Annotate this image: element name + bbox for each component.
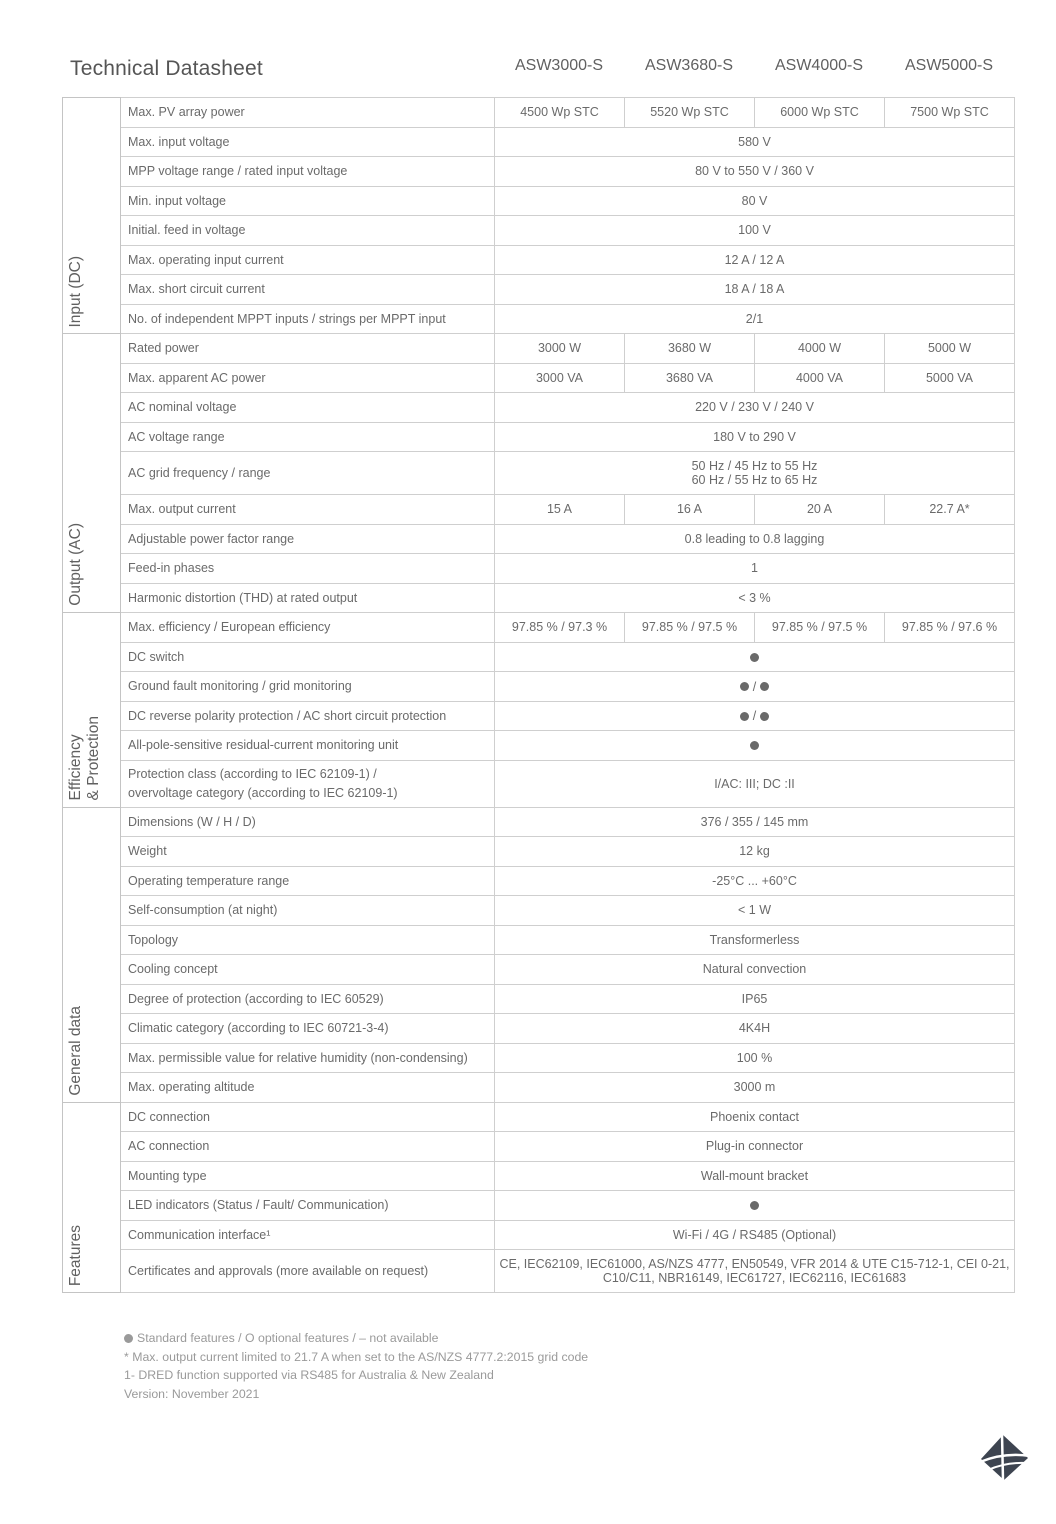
spec-label: Max. output current [121,495,495,525]
table-row [63,701,1015,731]
standard-feature-dot-icon [750,653,759,662]
spec-value: Wall-mount bracket [495,1161,1015,1191]
table-row [63,186,1015,216]
table-row [63,613,1015,643]
table-row [63,896,1015,926]
page-title: Technical Datasheet [70,57,263,80]
section-header [63,613,121,808]
spec-label: Dimensions (W / H / D) [121,807,495,837]
footnote-1: 1- DRED function supported via RS485 for Australia & New Zealand [124,1368,494,1383]
spec-label: AC voltage range [121,422,495,452]
company-logo-icon [976,1432,1032,1482]
table-row [63,672,1015,702]
model-name: ASW3680-S [644,57,734,74]
spec-label: Cooling concept [121,955,495,985]
spec-value: 15 A [495,495,625,525]
table-row [63,334,1015,364]
standard-feature-dot-icon [740,712,749,721]
spec-value: 80 V [495,186,1015,216]
model-header [494,57,1014,75]
separator: / [752,679,757,694]
spec-label: Max. short circuit current [121,275,495,305]
standard-feature-dot-icon [760,712,769,721]
section-header [63,807,121,1102]
spec-value: < 3 % [495,583,1015,613]
table-row [63,1161,1015,1191]
spec-value: CE, IEC62109, IEC61000, AS/NZS 4777, EN50549, VFR 2014 & UTE C15-712-1, CEI 0-21, C10/C11, NBR16149, IEC61727, IEC62116, IEC61683 [495,1250,1015,1293]
standard-feature-dot-icon [750,1201,759,1210]
spec-value: 6000 Wp STC [755,98,885,128]
table-row [63,304,1015,334]
separator: / [752,709,757,724]
spec-value: < 1 W [495,896,1015,926]
spec-label: Harmonic distortion (THD) at rated output [121,583,495,613]
spec-label: Max. operating altitude [121,1073,495,1103]
footnote-legend: Standard features / O optional features / – not available [124,1329,588,1348]
table-row [63,837,1015,867]
table-row [63,1250,1015,1293]
spec-value: 97.85 % / 97.3 % [495,613,625,643]
spec-value: -25°C ... +60°C [495,866,1015,896]
spec-value: 100 % [495,1043,1015,1073]
table-row [63,245,1015,275]
spec-value: 4K4H [495,1014,1015,1044]
spec-value: 3000 W [495,334,625,364]
table-row [63,760,1015,807]
spec-value: 16 A [625,495,755,525]
spec-value: 22.7 A* [885,495,1015,525]
table-row [63,1191,1015,1221]
spec-value [495,642,1015,672]
spec-value: 4000 VA [755,363,885,393]
spec-value: 0.8 leading to 0.8 lagging [495,524,1015,554]
footnotes [124,1329,588,1403]
spec-label: Climatic category (according to IEC 60721-3-4) [121,1014,495,1044]
spec-value: 220 V / 230 V / 240 V [495,393,1015,423]
table-row [63,1102,1015,1132]
section-header [63,98,121,334]
spec-value: 4500 Wp STC [495,98,625,128]
spec-value: Plug-in connector [495,1132,1015,1162]
spec-label: Operating temperature range [121,866,495,896]
standard-feature-dot-icon [750,741,759,750]
table-row [63,807,1015,837]
spec-label: All-pole-sensitive residual-current monitoring unit [121,731,495,761]
spec-label: Max. apparent AC power [121,363,495,393]
table-row [63,98,1015,128]
spec-label: Max. efficiency / European efficiency [121,613,495,643]
table-row [63,495,1015,525]
table-row [63,452,1015,495]
table-row [63,1073,1015,1103]
spec-value: Phoenix contact [495,1102,1015,1132]
spec-value: 5000 W [885,334,1015,364]
section-label: Features [67,1224,84,1286]
spec-label: DC switch [121,642,495,672]
spec-value: 50 Hz / 45 Hz to 55 Hz 60 Hz / 55 Hz to 65 Hz [495,452,1015,495]
spec-value: 20 A [755,495,885,525]
spec-value [495,1191,1015,1221]
spec-label: Initial. feed in voltage [121,216,495,246]
standard-feature-dot-icon [124,1334,133,1343]
spec-value: 18 A / 18 A [495,275,1015,305]
table-row [63,554,1015,584]
spec-label: Adjustable power factor range [121,524,495,554]
spec-label: Mounting type [121,1161,495,1191]
spec-value: 5520 Wp STC [625,98,755,128]
table-row [63,1014,1015,1044]
spec-value: 1 [495,554,1015,584]
spec-label: LED indicators (Status / Fault/ Communication) [121,1191,495,1221]
spec-label: No. of independent MPPT inputs / strings per MPPT input [121,304,495,334]
section-label: Output (AC) [67,523,84,606]
table-row [63,731,1015,761]
spec-value: 100 V [495,216,1015,246]
table-row [63,1220,1015,1250]
spec-value: 3000 m [495,1073,1015,1103]
section-label: General data [67,1005,84,1096]
model-name: ASW3000-S [514,57,604,74]
table-row [63,216,1015,246]
section-label: Efficiency & Protection [67,716,102,801]
spec-value [495,672,1015,702]
table-row [63,866,1015,896]
section-header [63,1102,121,1293]
spec-label: Protection class (according to IEC 62109-1) / overvoltage category (according to IEC 62109-1) [121,760,495,807]
table-row [63,583,1015,613]
section-header [63,334,121,613]
table-row [63,275,1015,305]
table-row [63,1043,1015,1073]
spec-value: IP65 [495,984,1015,1014]
spec-label: Min. input voltage [121,186,495,216]
spec-value: 180 V to 290 V [495,422,1015,452]
spec-label: Self-consumption (at night) [121,896,495,926]
model-name: ASW5000-S [904,57,994,74]
spec-label: DC connection [121,1102,495,1132]
footnote-star: * Max. output current limited to 21.7 A when set to the AS/NZS 4777.2:2015 grid code [124,1349,589,1364]
standard-feature-dot-icon [760,682,769,691]
table-row [63,984,1015,1014]
table-row [63,393,1015,423]
spec-value: 80 V to 550 V / 360 V [495,157,1015,187]
section-label: Input (DC) [67,255,84,327]
spec-value: 12 A / 12 A [495,245,1015,275]
spec-label: AC nominal voltage [121,393,495,423]
spec-value: 2/1 [495,304,1015,334]
spec-value: 3680 VA [625,363,755,393]
table-row [63,955,1015,985]
spec-label: Topology [121,925,495,955]
spec-label: AC grid frequency / range [121,452,495,495]
spec-value [495,701,1015,731]
spec-value: 7500 Wp STC [885,98,1015,128]
spec-label: Certificates and approvals (more available on request) [121,1250,495,1293]
spec-value: 5000 VA [885,363,1015,393]
version-note: Version: November 2021 [124,1386,260,1401]
model-name: ASW4000-S [774,57,864,74]
datasheet-table [62,97,1015,1293]
spec-value: 97.85 % / 97.5 % [755,613,885,643]
spec-label: Weight [121,837,495,867]
spec-value: 3680 W [625,334,755,364]
spec-label: Degree of protection (according to IEC 60529) [121,984,495,1014]
table-row [63,642,1015,672]
spec-value: 97.85 % / 97.5 % [625,613,755,643]
spec-label: Max. input voltage [121,127,495,157]
table-row [63,1132,1015,1162]
spec-label: Max. operating input current [121,245,495,275]
table-row [63,363,1015,393]
table-row [63,925,1015,955]
spec-value [495,731,1015,761]
standard-feature-dot-icon [740,682,749,691]
table-row [63,127,1015,157]
spec-value: 376 / 355 / 145 mm [495,807,1015,837]
table-row [63,157,1015,187]
spec-label: Rated power [121,334,495,364]
spec-label: Ground fault monitoring / grid monitoring [121,672,495,702]
spec-label: DC reverse polarity protection / AC short circuit protection [121,701,495,731]
spec-value: Wi-Fi / 4G / RS485 (Optional) [495,1220,1015,1250]
spec-label: MPP voltage range / rated input voltage [121,157,495,187]
spec-label: Max. PV array power [121,98,495,128]
spec-label: Max. permissible value for relative humidity (non-condensing) [121,1043,495,1073]
spec-label: Communication interface¹ [121,1220,495,1250]
spec-value: 3000 VA [495,363,625,393]
spec-label: Feed-in phases [121,554,495,584]
spec-value: 97.85 % / 97.6 % [885,613,1015,643]
spec-value: Transformerless [495,925,1015,955]
table-row [63,422,1015,452]
spec-label: AC connection [121,1132,495,1162]
table-row [63,524,1015,554]
spec-value: I/AC: III; DC :II [495,760,1015,807]
spec-value: 580 V [495,127,1015,157]
spec-value: Natural convection [495,955,1015,985]
spec-value: 4000 W [755,334,885,364]
spec-value: 12 kg [495,837,1015,867]
